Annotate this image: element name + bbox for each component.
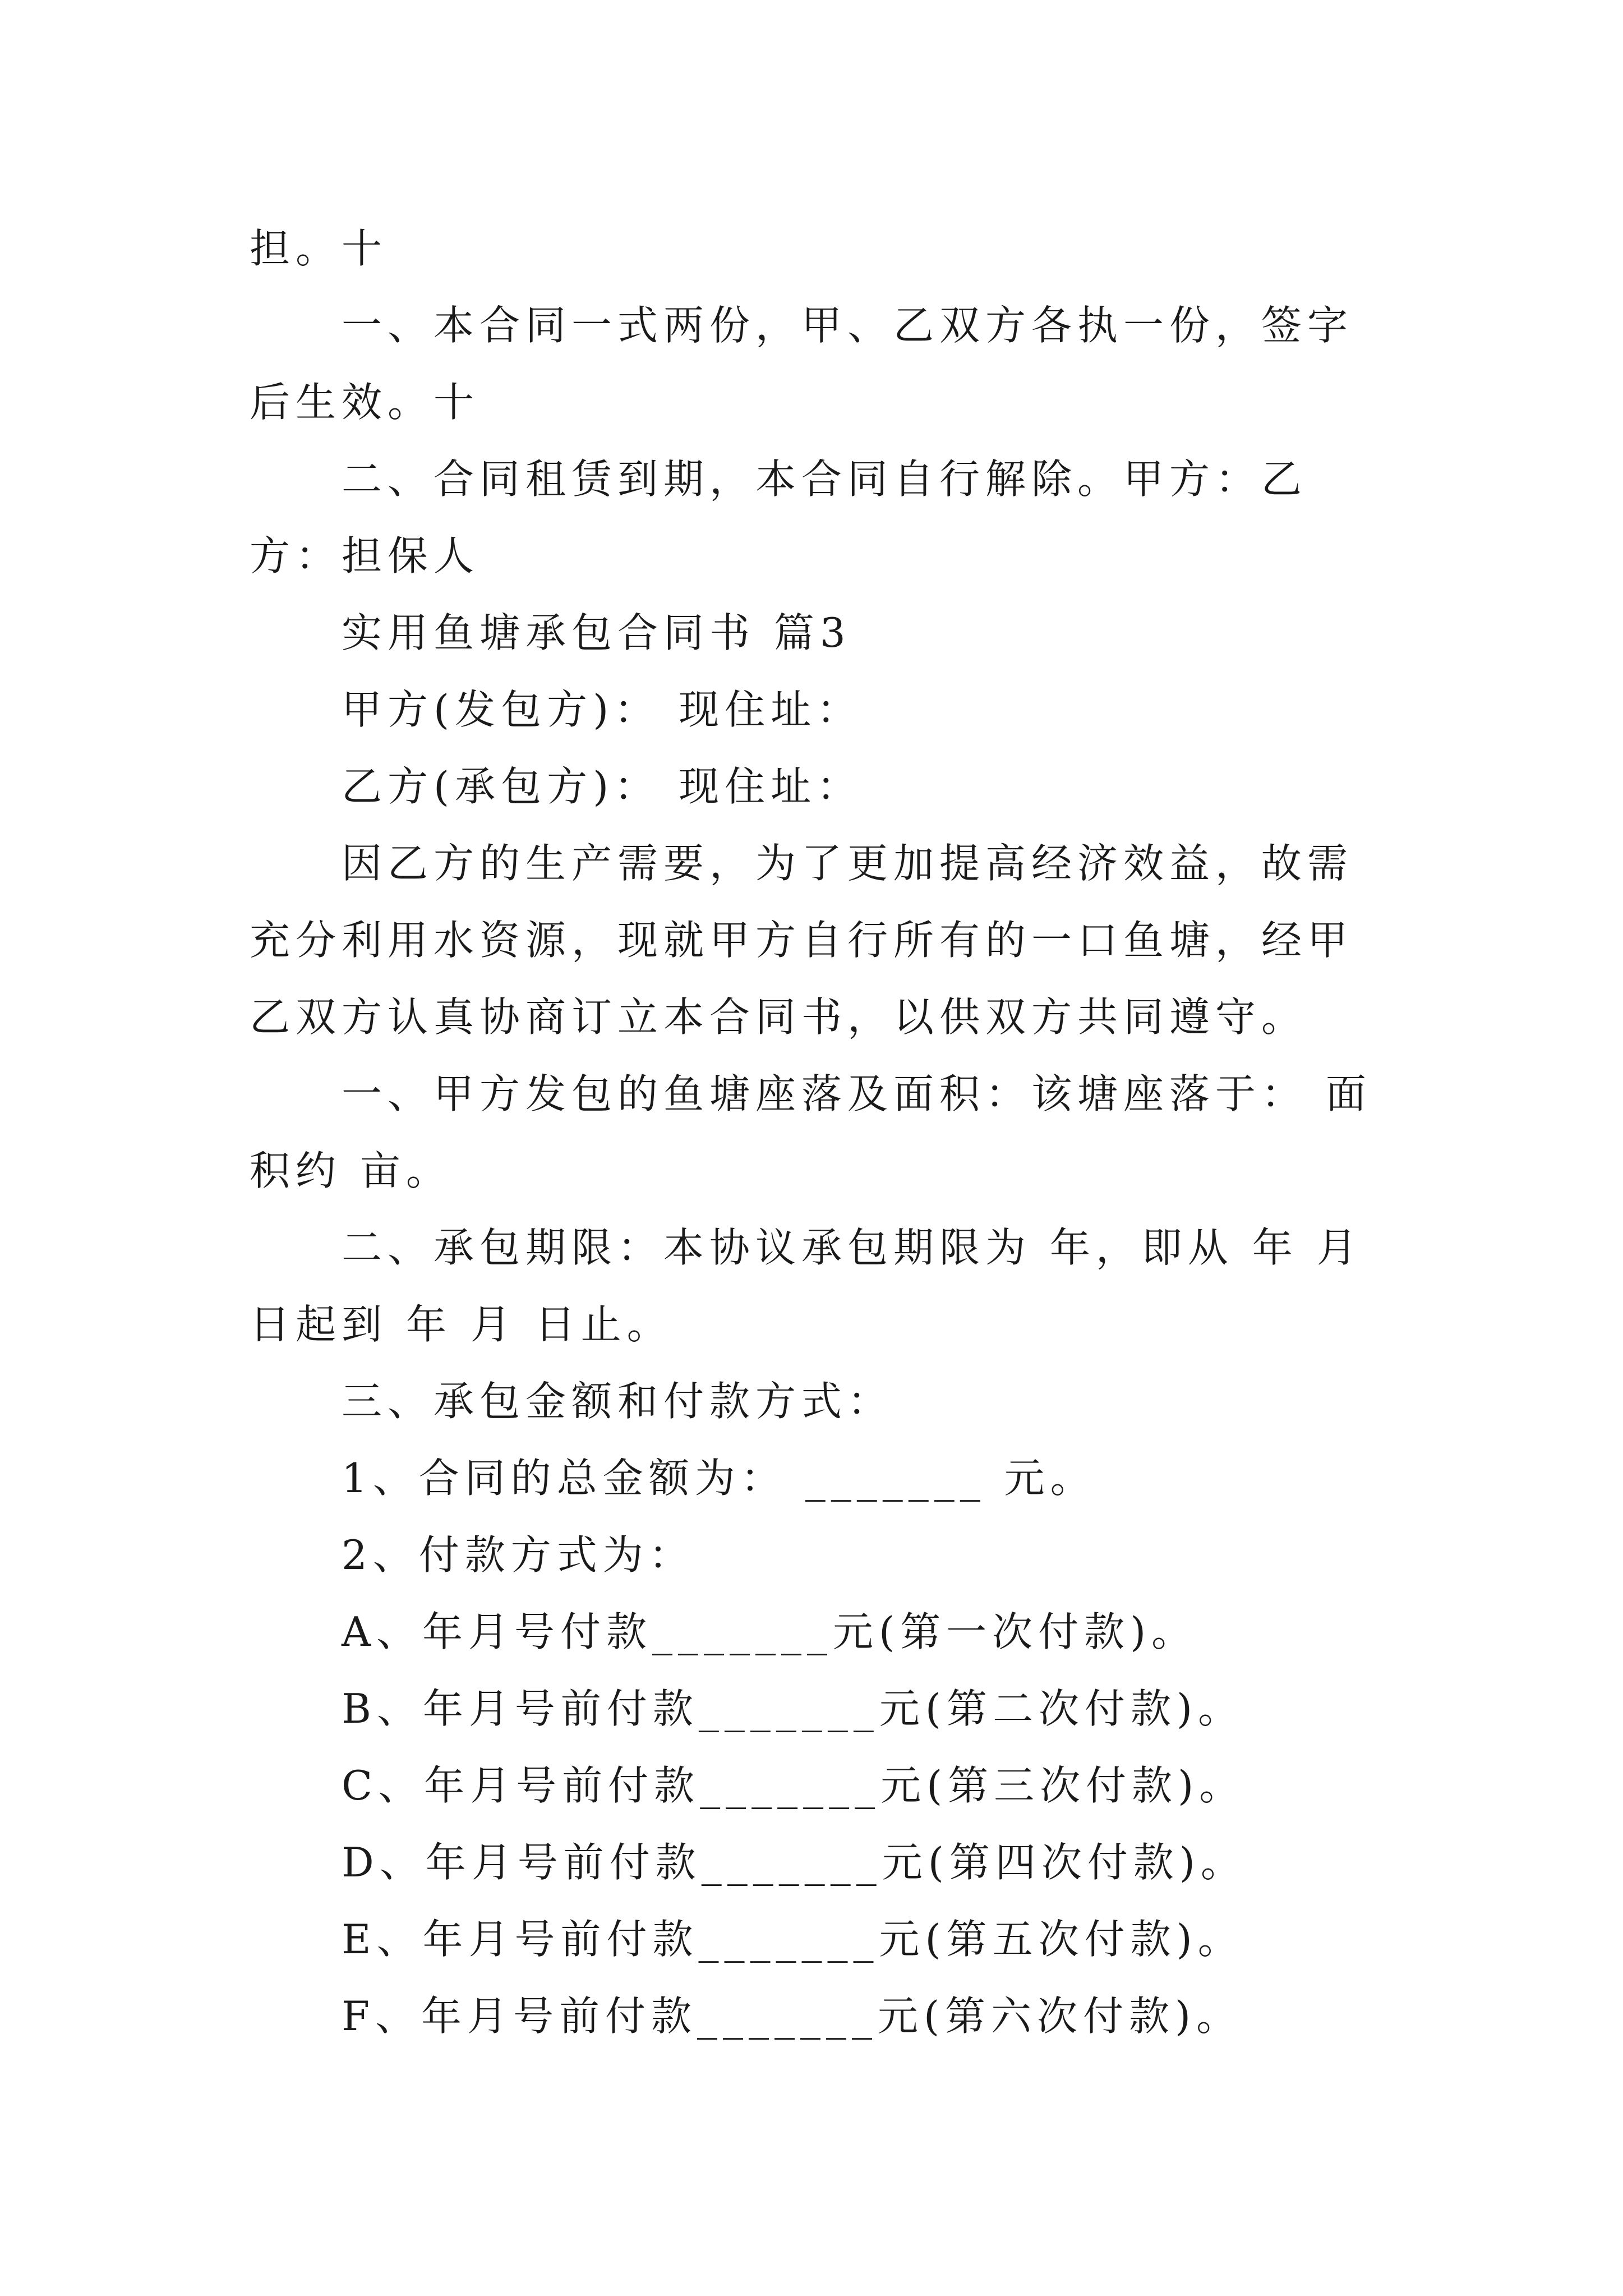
list-item: E、年月号前付款_______元(第五次付款)。 <box>342 1916 1244 1963</box>
paragraph: 甲方(发包方)： 现住址： <box>342 686 863 733</box>
section-heading: 实用鱼塘承包合同书 篇3 <box>342 609 851 656</box>
paragraph: 一、甲方发包的鱼塘座落及面积：该塘座落于： 面积约 亩。 <box>250 1070 1372 1194</box>
list-item: C、年月号前付款_______元(第三次付款)。 <box>342 1762 1246 1809</box>
paragraph: 一、本合同一式两份，甲、乙双方各执一份，签字后生效。十 <box>250 302 1354 426</box>
paragraph: 乙方(承包方)： 现住址： <box>342 763 863 810</box>
paragraph: 担。十 <box>250 225 388 272</box>
paragraph: 三、承包金额和付款方式： <box>342 1378 894 1425</box>
list-item: 1、合同的总金额为： _______ 元。 <box>342 1455 1096 1502</box>
list-item: F、年月号前付款_______元(第六次付款)。 <box>342 1993 1243 2040</box>
paragraph: 因乙方的生产需要，为了更加提高经济效益，故需充分利用水资源，现就甲方自行所有的一口鱼塘，经甲乙双方认真协商订立本合同书，以供双方共同遵守。 <box>250 840 1354 1041</box>
paragraph: 二、承包期限：本协议承包期限为 年，即从 年 月 日起到 年 月 日止。 <box>250 1224 1363 1348</box>
paragraph: 二、合同租赁到期，本合同自行解除。甲方：乙方：担保人 <box>250 455 1308 579</box>
list-item: B、年月号前付款_______元(第二次付款)。 <box>342 1685 1244 1732</box>
list-item: A、年月号付款_______元(第一次付款)。 <box>342 1608 1198 1655</box>
list-item: 2、付款方式为： <box>342 1531 695 1579</box>
list-item: D、年月号前付款_______元(第四次付款)。 <box>342 1839 1247 1886</box>
document-page <box>250 210 1388 2055</box>
